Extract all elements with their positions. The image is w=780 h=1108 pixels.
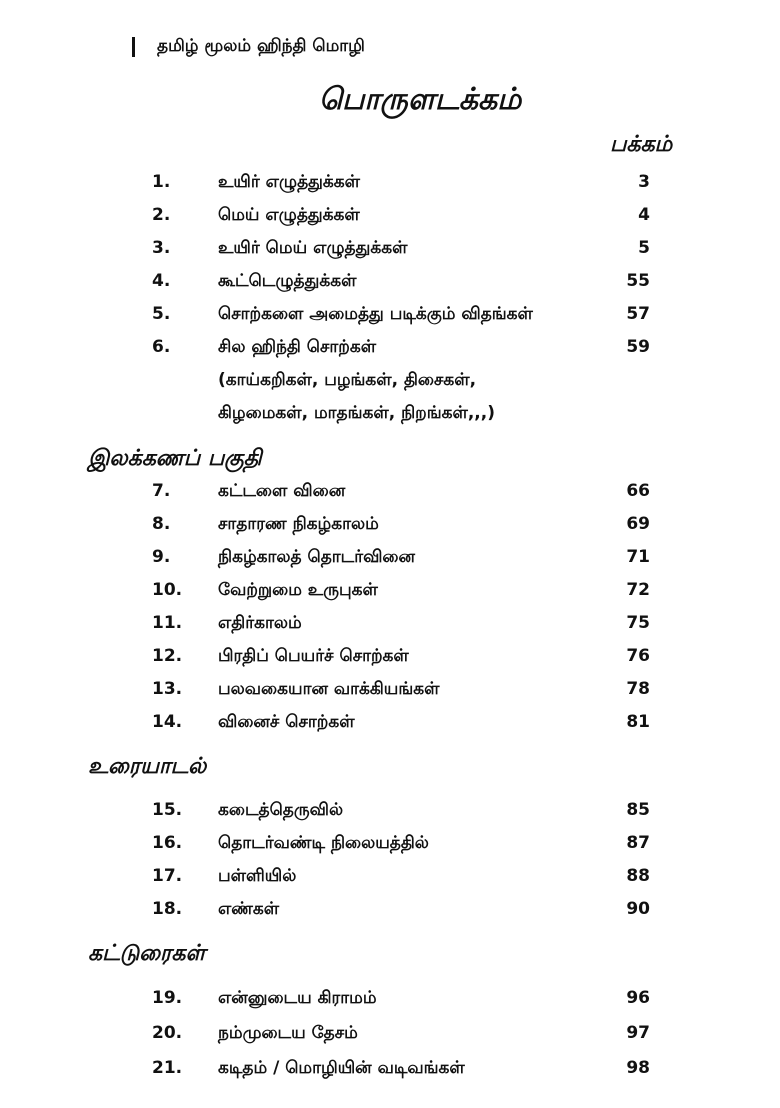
entry-title: வேற்றுமை உருபுகள் <box>218 580 378 600</box>
entry-number: 13. <box>152 679 183 699</box>
entry-number: 14. <box>152 712 183 732</box>
entry-page: 59 <box>626 337 650 357</box>
page-column-label: பக்கம் <box>610 132 673 157</box>
entry-title: நிகழ்காலத் தொடர்வினை <box>218 547 416 567</box>
toc-row[interactable] <box>0 607 780 640</box>
entry-title: மெய் எழுத்துக்கள் <box>218 205 360 225</box>
header-rule <box>132 37 135 57</box>
entry-title: உயிர் எழுத்துக்கள் <box>218 172 361 192</box>
entry-page: 57 <box>626 304 650 324</box>
conversation-list <box>0 794 780 926</box>
toc-row[interactable] <box>0 640 780 673</box>
toc-row[interactable] <box>0 166 780 199</box>
entry-number: 9. <box>152 547 171 567</box>
entry-page: 5 <box>638 238 650 258</box>
entry-title: தொடர்வண்டி நிலையத்தில் <box>218 833 429 853</box>
entry-page: 76 <box>626 646 650 666</box>
entry-page: 87 <box>626 833 650 853</box>
toc-row[interactable] <box>0 1052 780 1087</box>
toc-row[interactable] <box>0 794 780 827</box>
entry-page: 75 <box>626 613 650 633</box>
running-header <box>132 36 365 58</box>
entry-title: கடைத்தெருவில் <box>218 800 344 820</box>
toc-row[interactable] <box>0 893 780 926</box>
entry-page: 96 <box>626 988 650 1008</box>
toc-row[interactable] <box>0 827 780 860</box>
page-title: பொருளடக்கம் <box>318 82 522 117</box>
toc-row[interactable] <box>0 199 780 232</box>
entry-page: 88 <box>626 866 650 886</box>
entry-number: 11. <box>152 613 183 633</box>
entry-title: சாதாரண நிகழ்காலம் <box>218 514 379 534</box>
toc-row[interactable] <box>0 673 780 706</box>
entry-number: 15. <box>152 800 183 820</box>
toc-row[interactable] <box>0 860 780 893</box>
entry-number: 2. <box>152 205 171 225</box>
section-heading-conversation: உரையாடல் <box>88 754 207 779</box>
entry-note: (காய்கறிகள், பழங்கள், திசைகள், <box>218 370 477 390</box>
entry-page: 85 <box>626 800 650 820</box>
entry-number: 16. <box>152 833 183 853</box>
entry-title: கடிதம் / மொழியின் வடிவங்கள் <box>218 1058 465 1078</box>
toc-row[interactable] <box>0 232 780 265</box>
entry-note: கிழமைகள், மாதங்கள், நிறங்கள்,,,) <box>218 403 495 423</box>
entry-number: 7. <box>152 481 171 501</box>
entry-title: கூட்டெழுத்துக்கள் <box>218 271 357 291</box>
entry-title: சொற்களை அமைத்து படிக்கும் விதங்கள் <box>218 304 533 324</box>
entry-title: கட்டளை வினை <box>218 481 346 501</box>
entry-page: 55 <box>626 271 650 291</box>
entry-page: 90 <box>626 899 650 919</box>
toc-row[interactable] <box>0 541 780 574</box>
entry-number: 12. <box>152 646 183 666</box>
entry-number: 3. <box>152 238 171 258</box>
entry-page: 69 <box>626 514 650 534</box>
entry-title: பள்ளியில் <box>218 866 297 886</box>
entry-title: பலவகையான வாக்கியங்கள் <box>218 679 440 699</box>
entry-title: எண்கள் <box>218 899 280 919</box>
entry-page: 3 <box>638 172 650 192</box>
entry-number: 6. <box>152 337 171 357</box>
entry-number: 17. <box>152 866 183 886</box>
entry-title: வினைச் சொற்கள் <box>218 712 355 732</box>
essays-list <box>0 982 780 1087</box>
entry-page: 71 <box>626 547 650 567</box>
entry-page: 97 <box>626 1023 650 1043</box>
entry-page: 4 <box>638 205 650 225</box>
entry-title: பிரதிப் பெயர்ச் சொற்கள் <box>218 646 409 666</box>
toc-row[interactable] <box>0 1017 780 1052</box>
entry-page: 72 <box>626 580 650 600</box>
entry-title: எதிர்காலம் <box>218 613 302 633</box>
entry-number: 5. <box>152 304 171 324</box>
section-heading-grammar: இலக்கணப் பகுதி <box>88 446 262 471</box>
toc-row[interactable] <box>0 331 780 364</box>
entry-number: 8. <box>152 514 171 534</box>
grammar-list <box>0 475 780 739</box>
entry-number: 18. <box>152 899 183 919</box>
section-heading-essays: கட்டுரைகள் <box>88 941 206 966</box>
entry-title: சில ஹிந்தி சொற்கள் <box>218 337 377 357</box>
entry-number: 19. <box>152 988 183 1008</box>
toc-row[interactable] <box>0 706 780 739</box>
entry-page: 78 <box>626 679 650 699</box>
toc-row[interactable] <box>0 265 780 298</box>
entry-title: உயிர் மெய் எழுத்துக்கள் <box>218 238 408 258</box>
toc-row[interactable] <box>0 475 780 508</box>
toc-row[interactable] <box>0 508 780 541</box>
toc-row[interactable] <box>0 982 780 1017</box>
entry-number: 20. <box>152 1023 183 1043</box>
entry-number: 4. <box>152 271 171 291</box>
entry-title: என்னுடைய கிராமம் <box>218 988 377 1008</box>
entry-title: நம்முடைய தேசம் <box>218 1023 358 1043</box>
entry-number: 10. <box>152 580 183 600</box>
entry-page: 66 <box>626 481 650 501</box>
entry-page: 98 <box>626 1058 650 1078</box>
entry-number: 21. <box>152 1058 183 1078</box>
toc-row[interactable] <box>0 298 780 331</box>
running-header-text: தமிழ் மூலம் ஹிந்தி மொழி <box>157 36 365 56</box>
toc-row[interactable] <box>0 574 780 607</box>
entry-number: 1. <box>152 172 171 192</box>
entry-page: 81 <box>626 712 650 732</box>
intro-list <box>0 166 780 364</box>
